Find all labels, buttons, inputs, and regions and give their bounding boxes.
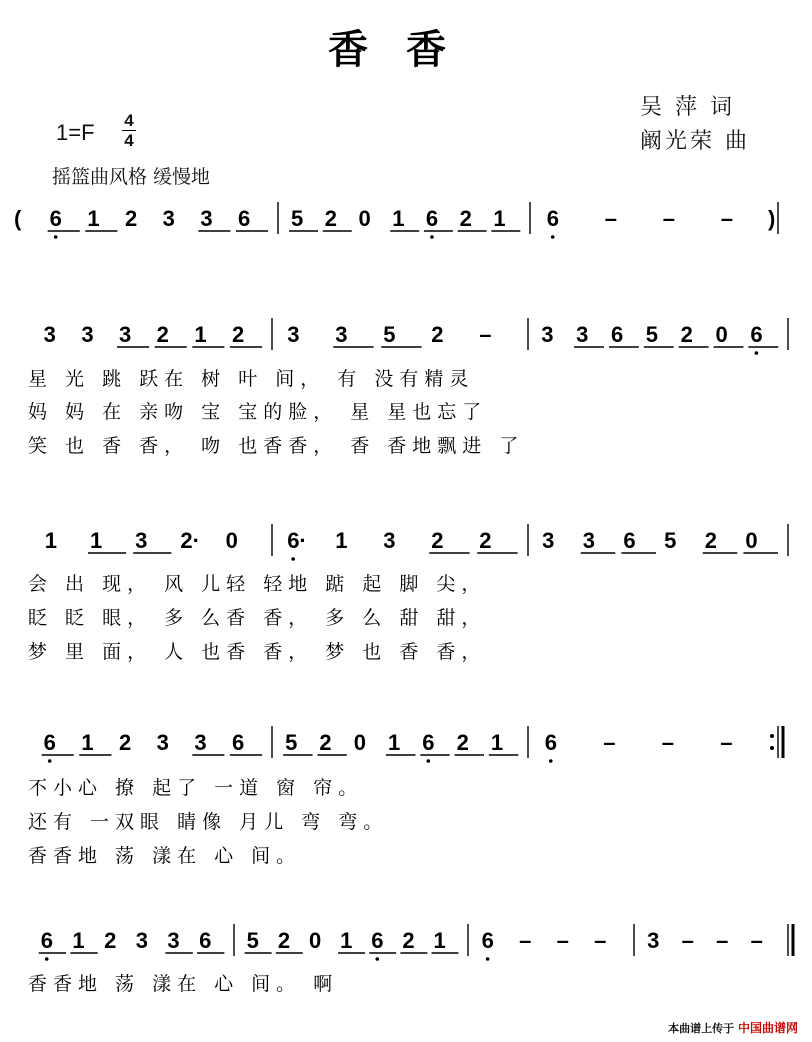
open-paren: ( <box>14 206 22 231</box>
octave-dot <box>549 759 553 763</box>
lyric-line: 梦 里 面， 人 也香 香， 梦 也 香 香， <box>28 641 487 663</box>
score-note: 2 <box>324 206 338 231</box>
score-note: 0 <box>308 928 322 953</box>
song-title: 香香 <box>328 26 484 73</box>
score-note: 2 <box>277 928 291 953</box>
score-note: 1 <box>493 206 506 231</box>
octave-dot <box>430 235 434 239</box>
score-note: 3 <box>647 928 660 953</box>
score-note: 6 <box>43 730 56 755</box>
close-paren: ) <box>768 206 776 231</box>
composer-credit: 阚光荣 曲 <box>640 129 750 154</box>
score-note: 0 <box>353 730 366 755</box>
footer-prefix: 本曲谱上传于 <box>668 1022 735 1035</box>
lyric-line: 星 光 跳 跃在 树 叶 间， 有 没有精灵 <box>28 368 475 390</box>
time-signature-top: 4 <box>124 111 134 130</box>
score-note: 3 <box>167 928 180 953</box>
time-signature-bottom: 4 <box>124 131 134 150</box>
score-note: 2· <box>180 528 200 553</box>
tempo-marking: 摇篮曲风格 缓慢地 <box>52 166 211 188</box>
score-note: 3 <box>118 322 132 347</box>
score-note: 3 <box>287 322 300 347</box>
lyric-line: 笑 也 香 香， 吻 也香香， 香 香地飘进 了 <box>28 435 525 457</box>
octave-dot <box>291 557 295 561</box>
score-note: – <box>519 928 532 953</box>
score-note: – <box>604 206 617 231</box>
score-note: 3 <box>582 528 596 553</box>
octave-dot <box>48 759 52 763</box>
octave-dot <box>45 957 49 961</box>
octave-dot <box>375 957 379 961</box>
score-note: 1 <box>87 206 100 231</box>
lyric-line: 香香地 荡 漾在 心 间。 啊 <box>28 973 339 995</box>
score-note: 1 <box>388 730 401 755</box>
score-note: 3 <box>200 206 213 231</box>
score-note: 6 <box>199 928 212 953</box>
score-note: – <box>720 206 733 231</box>
score-note: 3 <box>383 528 396 553</box>
lyric-line: 还有 一双眼 睛像 月儿 弯 弯。 <box>28 811 389 833</box>
score-note: 1 <box>89 528 103 553</box>
lyric-line: 会 出 现， 风 儿轻 轻地 踮 起 脚 尖， <box>28 573 487 595</box>
score-note: 5 <box>246 928 259 953</box>
score-note: – <box>716 928 729 953</box>
octave-dot <box>54 235 58 239</box>
score-note: 3 <box>135 928 148 953</box>
score-note: 3 <box>194 730 207 755</box>
lyric-line: 眨 眨 眼， 多 么香 香， 多 么 甜 甜， <box>28 607 487 629</box>
score-note: – <box>556 928 569 953</box>
score-note: 3 <box>81 322 94 347</box>
score-note: 0 <box>225 528 238 553</box>
score-note: 3 <box>162 206 175 231</box>
score-note: 1 <box>433 928 446 953</box>
score-note: 0 <box>745 528 758 553</box>
score-note: 2 <box>459 206 472 231</box>
score-note: – <box>662 206 675 231</box>
score-note: 2 <box>402 928 415 953</box>
score-note: – <box>661 730 675 755</box>
score-note: 2 <box>118 730 132 755</box>
score-note: 1 <box>72 928 85 953</box>
repeat-dot <box>770 746 774 750</box>
score-note: – <box>720 730 733 755</box>
footer-credit <box>668 1019 798 1036</box>
octave-dot <box>426 759 430 763</box>
score-note: 1 <box>194 322 207 347</box>
score-note: 6 <box>623 528 636 553</box>
score-note: – <box>479 322 492 347</box>
score-note: 3 <box>541 322 554 347</box>
score-note: 6 <box>371 928 384 953</box>
score-note: 2 <box>431 322 444 347</box>
score-note: 0 <box>358 206 371 231</box>
lyric-line: 不小心 撩 起了 一道 窗 帘。 <box>28 777 364 799</box>
score-note: 5 <box>383 322 396 347</box>
score-note: 6 <box>425 206 439 231</box>
score-note: 1 <box>44 528 58 553</box>
score-note: 0 <box>715 322 728 347</box>
footer-brand: 中国曲谱网 <box>737 1021 798 1035</box>
score-note: – <box>681 928 694 953</box>
score-note: 1 <box>490 730 504 755</box>
score-note: 2 <box>680 322 693 347</box>
score-note: 1 <box>340 928 353 953</box>
score-note: 3 <box>43 322 56 347</box>
lyric-line: 妈 妈 在 亲吻 宝 宝的脸， 星 星也忘了 <box>28 401 488 423</box>
score-note: 3 <box>576 322 589 347</box>
score-note: 2 <box>479 528 492 553</box>
score-note: 2 <box>231 322 245 347</box>
repeat-dot <box>770 734 774 738</box>
score-note: 1 <box>81 730 94 755</box>
score-note: 2 <box>431 528 444 553</box>
score-note: 5 <box>645 322 659 347</box>
score-note: 3 <box>135 528 148 553</box>
lyricist-credit: 吴 萍 词 <box>640 95 735 120</box>
score-note: 3 <box>156 730 169 755</box>
score-note: 2 <box>104 928 117 953</box>
score-note: 1 <box>335 528 348 553</box>
score-note: 3 <box>542 528 555 553</box>
score-note: 6 <box>610 322 624 347</box>
lyric-line: 香香地 荡 漾在 心 间。 <box>28 845 302 867</box>
score-note: 2 <box>319 730 332 755</box>
score-note: 5 <box>664 528 677 553</box>
score-note: 6 <box>481 928 494 953</box>
score-note: 6 <box>231 730 245 755</box>
score-note: 5 <box>291 206 304 231</box>
score-note: – <box>750 928 763 953</box>
score-note: 5 <box>285 730 298 755</box>
score-note: 1 <box>392 206 405 231</box>
octave-dot <box>486 957 490 961</box>
score-note: 2 <box>456 730 469 755</box>
score-note: 2 <box>124 206 138 231</box>
score-note: 6· <box>287 528 307 553</box>
score-note: 6 <box>422 730 435 755</box>
score-note: 6 <box>546 206 559 231</box>
score-note: 3 <box>335 322 348 347</box>
score-note: 6 <box>750 322 763 347</box>
score-note: 6 <box>40 928 53 953</box>
octave-dot <box>551 235 555 239</box>
score-note: – <box>603 730 616 755</box>
octave-dot <box>755 351 759 355</box>
score-note: 6 <box>544 730 558 755</box>
score-note: 6 <box>49 206 62 231</box>
score-note: 6 <box>237 206 251 231</box>
key-signature: 1=F <box>56 120 95 145</box>
score-note: 2 <box>156 322 169 347</box>
score-note: 2 <box>704 528 718 553</box>
score-note: – <box>594 928 607 953</box>
